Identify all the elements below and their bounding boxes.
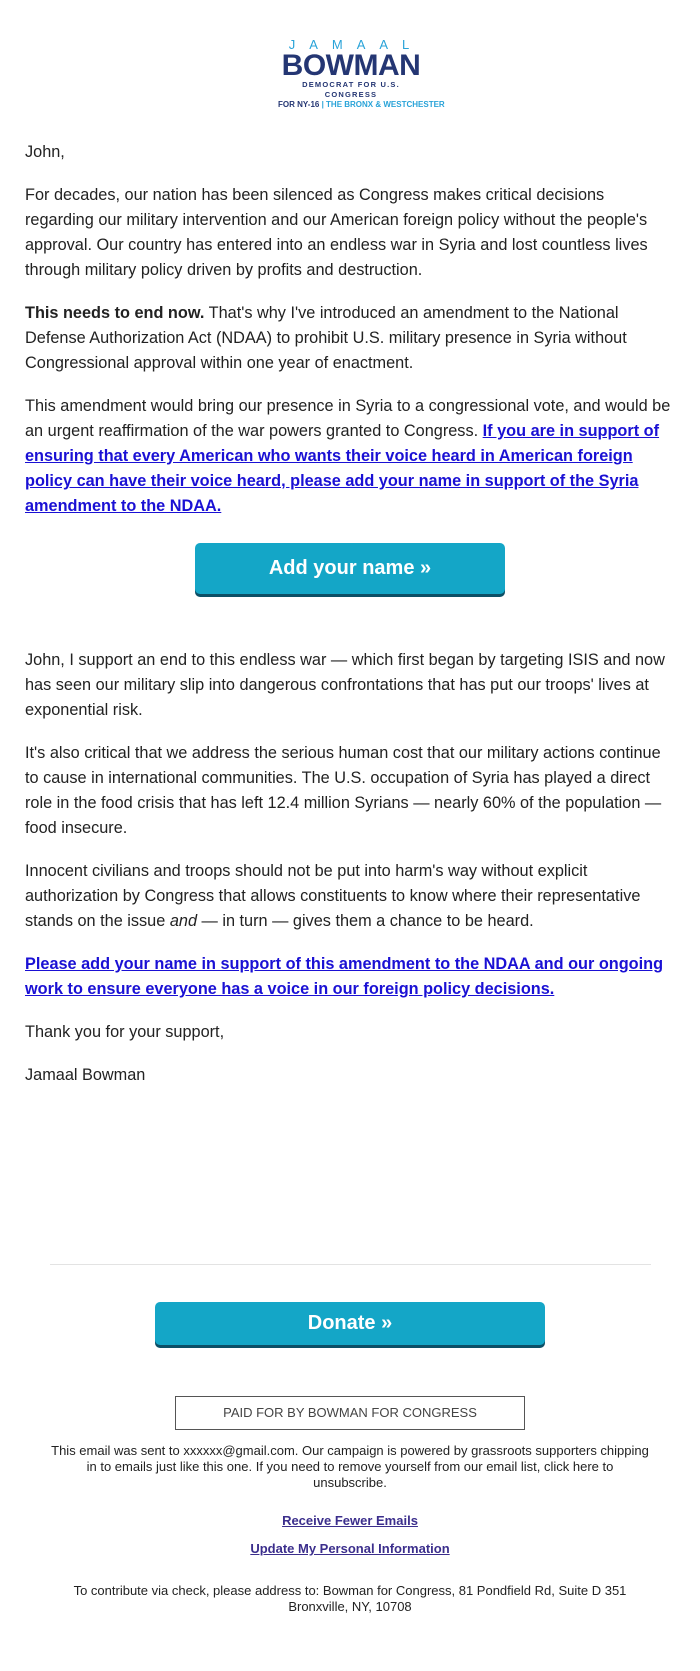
add-your-name-button[interactable]: Add your name » bbox=[195, 543, 505, 594]
footer-divider bbox=[50, 1264, 651, 1265]
donate-button[interactable]: Donate » bbox=[155, 1302, 545, 1345]
logo-last-name: BOWMAN bbox=[281, 49, 421, 82]
paragraph-cta bbox=[25, 952, 675, 1002]
email-body bbox=[25, 140, 675, 1106]
paragraph-amendment bbox=[25, 301, 675, 376]
authorization-italic: and bbox=[169, 912, 197, 930]
add-name-link[interactable]: Please add your name in support of this amendment to the NDAA and our ongoing work to ensure everyone has a voice in our foreign policy decisions. bbox=[25, 955, 664, 998]
paragraph-authorization bbox=[25, 859, 675, 934]
authorization-text-a: Innocent civilians and troops should not be put into harm's way without explicit authorization by Congress that allows constituents to know where their representative stands on the issue bbox=[25, 862, 641, 930]
signature: Jamaal Bowman bbox=[25, 1066, 146, 1084]
campaign-logo bbox=[278, 37, 445, 109]
paid-for-disclaimer: PAID FOR BY BOWMAN FOR CONGRESS bbox=[175, 1396, 525, 1430]
logo-district-line bbox=[278, 100, 445, 110]
authorization-text-b: — in turn — gives them a chance to be heard. bbox=[197, 912, 534, 930]
logo-region: | bbox=[319, 100, 327, 109]
support-amendment-link[interactable]: If you are in support of ensuring that every American who wants their voice heard in American foreign policy can have their voice heard, please add your name in support of the Syria amendment to the NDAA. bbox=[25, 422, 660, 515]
paragraph-intro: For decades, our nation has been silenced as Congress makes critical decisions regarding our military intervention and our American foreign policy without the people's approval. Our country has entered into an endless war in Syria and lost countless lives through military policy driven by profits and destruction. bbox=[25, 186, 648, 279]
vote-text: This amendment would bring our presence in Syria to a congressional vote, and would be an urgent reaffirmation of the war powers granted to Congress. bbox=[25, 397, 671, 440]
update-info-link[interactable]: Update My Personal Information bbox=[250, 1541, 450, 1556]
bold-statement: This needs to end now. bbox=[25, 304, 205, 322]
paragraph-human-cost: It's also critical that we address the serious human cost that our military actions continue to cause in international communities. The U.S. occupation of Syria has played a direct role in the food crisis that has left 12.4 million Syrians — nearly 60% of the population — food insecure. bbox=[25, 744, 662, 837]
thanks: Thank you for your support, bbox=[25, 1023, 225, 1041]
paragraph-vote bbox=[25, 394, 675, 519]
logo-district: FOR NY-16 bbox=[278, 100, 320, 109]
logo-tagline: DEMOCRAT FOR U.S. CONGRESS bbox=[302, 80, 400, 99]
paragraph-endless-war: John, I support an end to this endless war — which first began by targeting ISIS and now has seen our military slip into dangerous confrontations that has put our troops' lives at exponential risk. bbox=[25, 651, 665, 719]
logo-region-text: THE BRONX & WESTCHESTER bbox=[326, 100, 445, 109]
check-address: To contribute via check, please address to: Bowman for Congress, 81 Pondfield Rd, Suite D 351 Bronxville, NY, 10708 bbox=[73, 1583, 627, 1614]
receive-fewer-emails-link[interactable]: Receive Fewer Emails bbox=[282, 1513, 418, 1528]
greeting: John, bbox=[25, 143, 65, 161]
sent-notice: This email was sent to xxxxxx@gmail.com. Our campaign is powered by grassroots supporters chipping in to emails just like this one. If you need to remove yourself from our email list, click here to unsubscribe. bbox=[51, 1443, 649, 1490]
logo-first-name: JAMAAL bbox=[288, 37, 424, 52]
amendment-text: That's why I've introduced an amendment to the National Defense Authorization Act (NDAA) to prohibit U.S. military presence in Syria without Congressional approval within one year of enactment. bbox=[25, 304, 627, 372]
